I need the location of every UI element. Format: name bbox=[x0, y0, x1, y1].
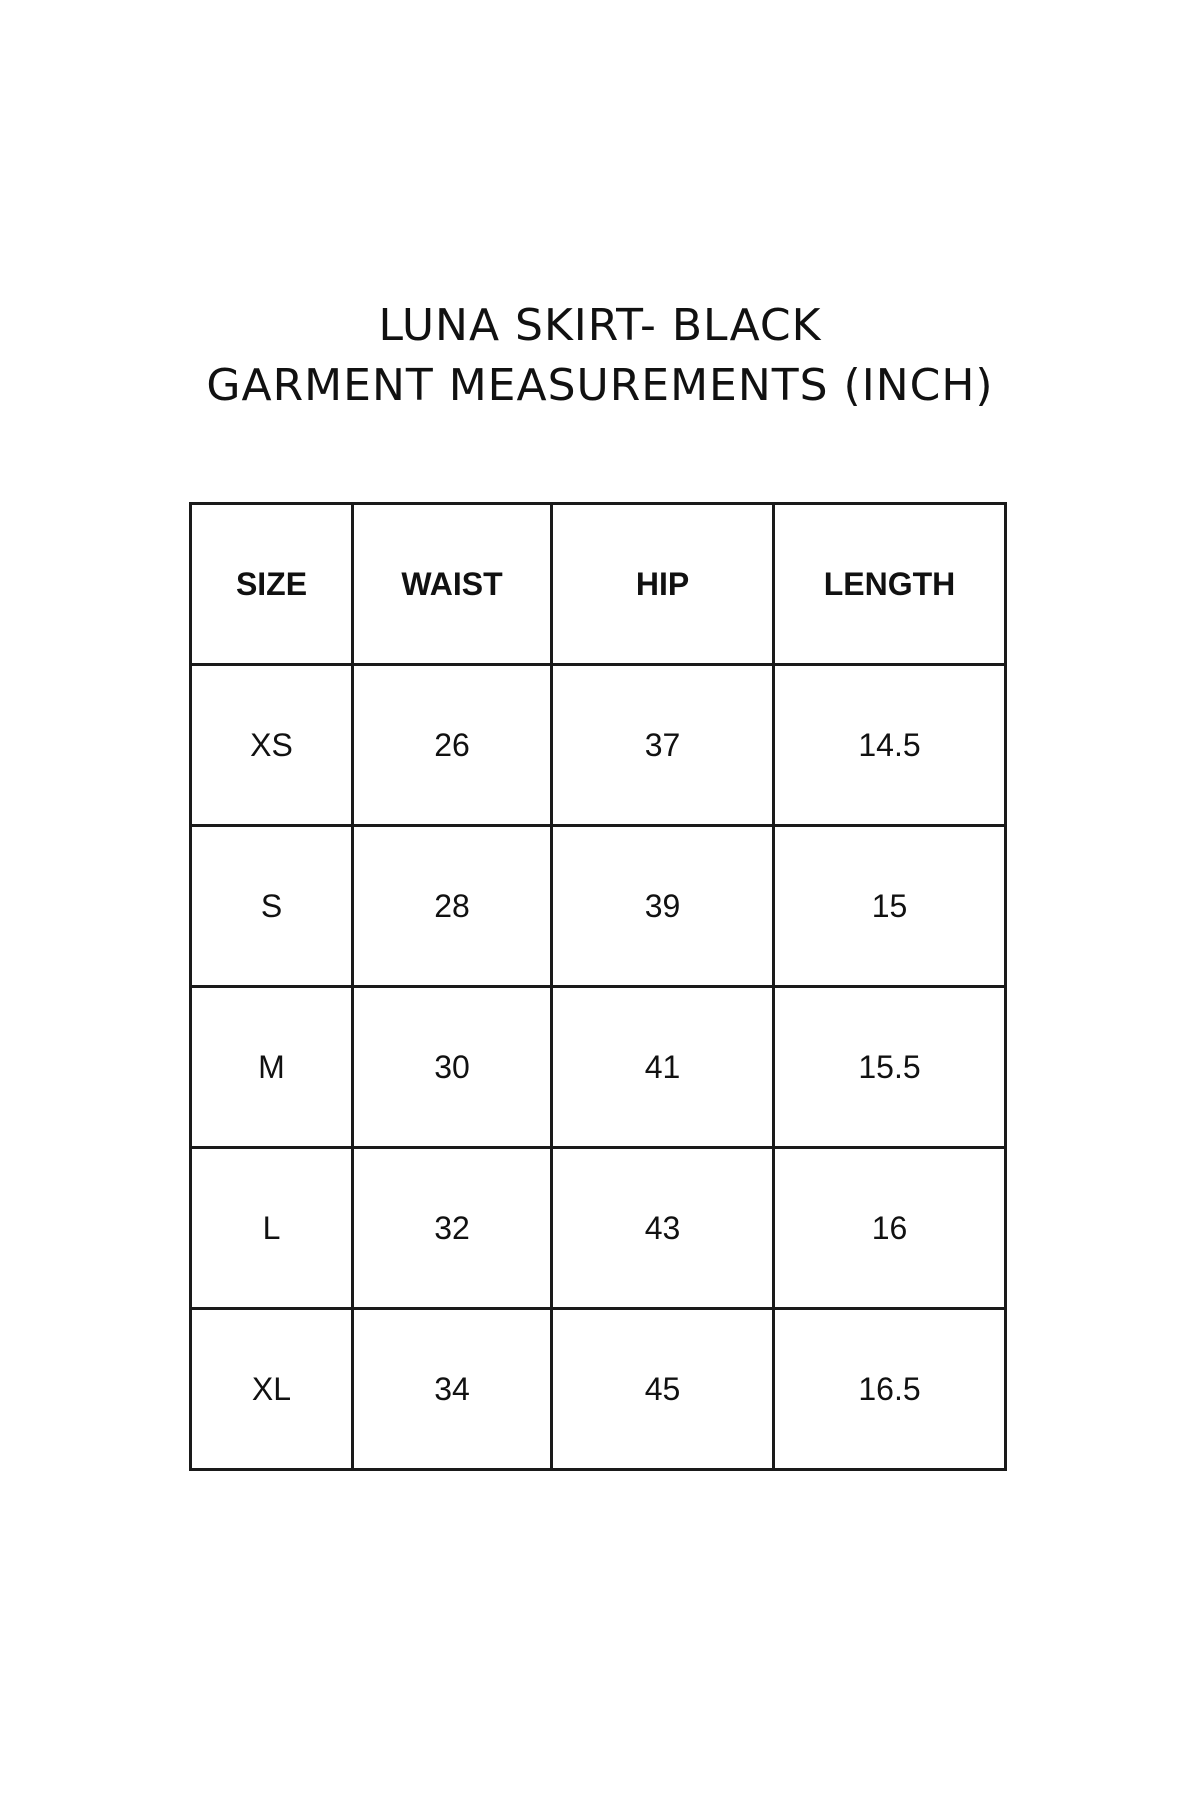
cell-length: 14.5 bbox=[774, 665, 1006, 826]
header-size: SIZE bbox=[191, 504, 353, 665]
cell-size: XL bbox=[191, 1309, 353, 1470]
cell-waist: 26 bbox=[353, 665, 552, 826]
page-title bbox=[0, 296, 1200, 416]
cell-size: M bbox=[191, 987, 353, 1148]
header-length: LENGTH bbox=[774, 504, 1006, 665]
measurements-subtitle: GARMENT MEASUREMENTS (INCH) bbox=[206, 360, 994, 411]
cell-length: 16 bbox=[774, 1148, 1006, 1309]
cell-hip: 37 bbox=[552, 665, 774, 826]
cell-length: 15.5 bbox=[774, 987, 1006, 1148]
product-title: LUNA SKIRT- BLACK bbox=[378, 300, 822, 351]
table-row bbox=[191, 1148, 1006, 1309]
size-chart-table bbox=[189, 502, 1007, 1471]
cell-hip: 41 bbox=[552, 987, 774, 1148]
cell-waist: 30 bbox=[353, 987, 552, 1148]
cell-hip: 39 bbox=[552, 826, 774, 987]
cell-hip: 43 bbox=[552, 1148, 774, 1309]
cell-waist: 34 bbox=[353, 1309, 552, 1470]
table-row bbox=[191, 665, 1006, 826]
cell-waist: 28 bbox=[353, 826, 552, 987]
cell-size: XS bbox=[191, 665, 353, 826]
header-waist: WAIST bbox=[353, 504, 552, 665]
header-hip: HIP bbox=[552, 504, 774, 665]
cell-size: S bbox=[191, 826, 353, 987]
cell-size: L bbox=[191, 1148, 353, 1309]
table-header-row bbox=[191, 504, 1006, 665]
table-row bbox=[191, 826, 1006, 987]
cell-length: 16.5 bbox=[774, 1309, 1006, 1470]
cell-length: 15 bbox=[774, 826, 1006, 987]
cell-waist: 32 bbox=[353, 1148, 552, 1309]
cell-hip: 45 bbox=[552, 1309, 774, 1470]
table-row bbox=[191, 987, 1006, 1148]
table-row bbox=[191, 1309, 1006, 1470]
